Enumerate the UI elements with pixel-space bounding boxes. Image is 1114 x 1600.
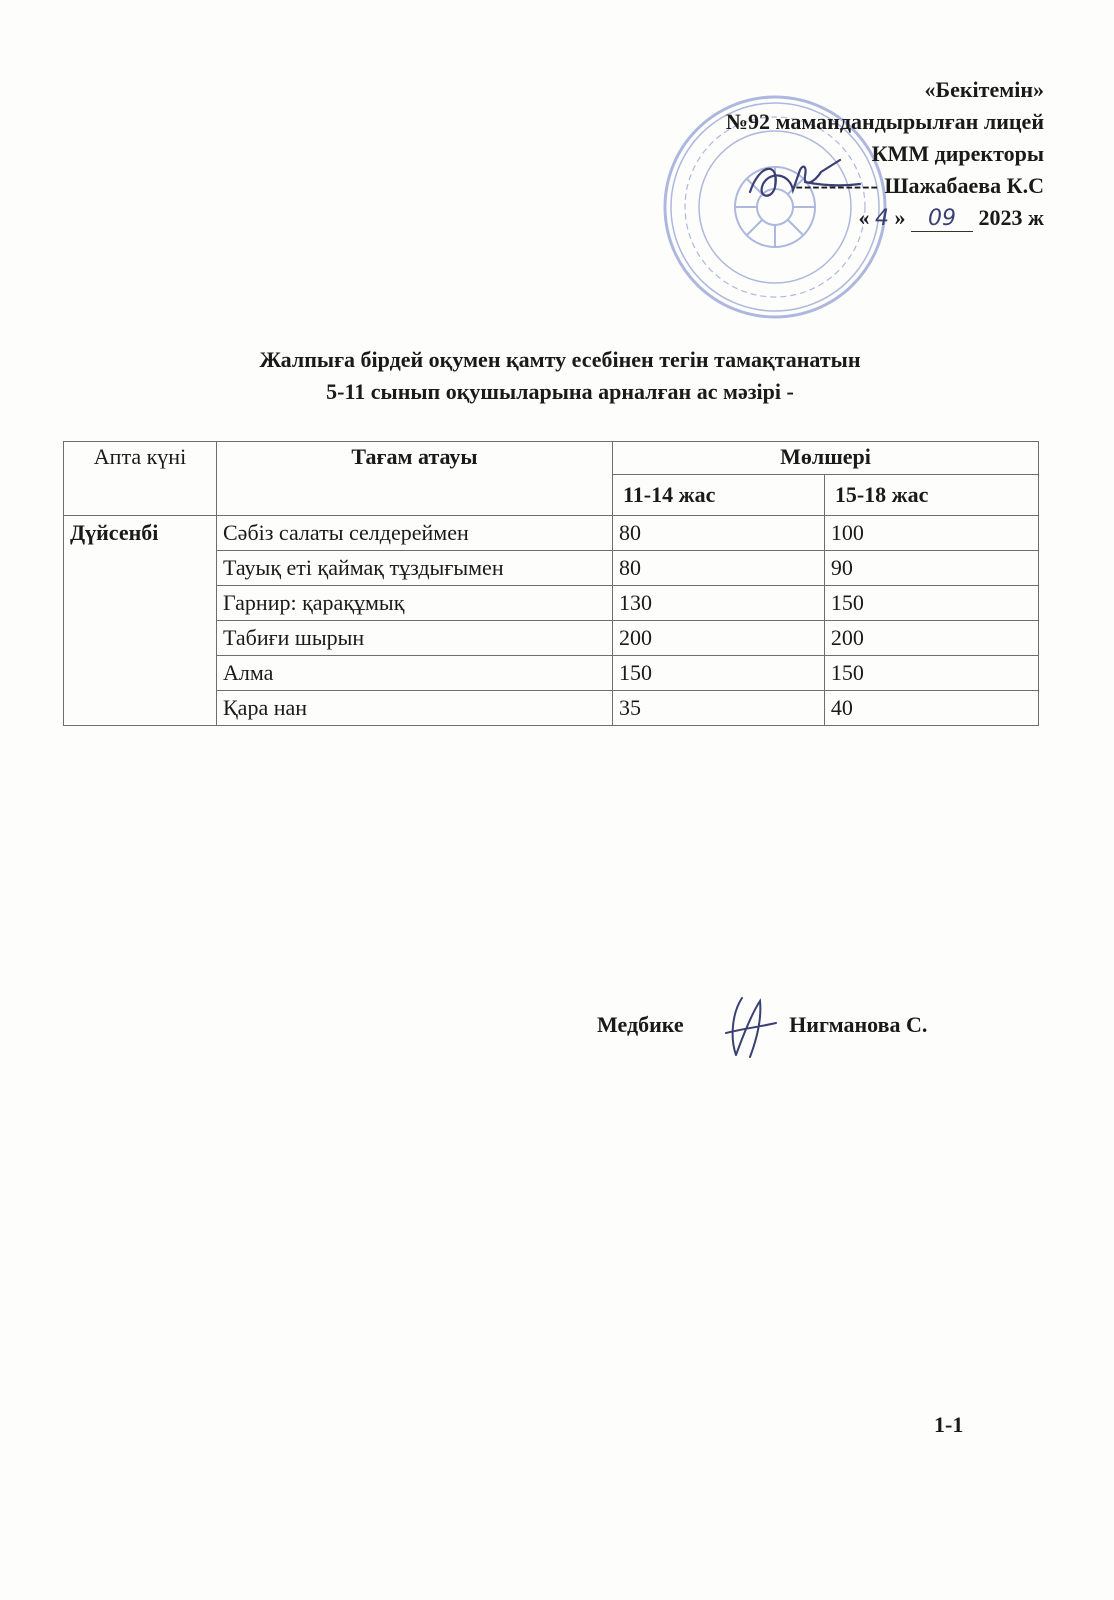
header-dish: Тағам атауы xyxy=(217,442,613,516)
amount-15-18-cell: 90 xyxy=(824,551,1038,586)
date-month: 09 xyxy=(911,207,973,232)
date-year: 2023 ж xyxy=(978,205,1044,230)
amount-11-14-cell: 80 xyxy=(613,551,825,586)
day-cell: Дүйсенбі xyxy=(64,516,217,726)
title-line-2: 5-11 сынып оқушыларына арналған ас мәзірі - xyxy=(326,379,794,404)
approval-date: « 4 » 09 2023 ж xyxy=(858,205,1044,231)
dish-cell: Сәбіз салаты селдереймен xyxy=(217,516,613,551)
amount-11-14-cell: 35 xyxy=(613,691,825,726)
title-line-1: Жалпыға бірдей оқумен қамту есебінен тегін тамақтанатын xyxy=(259,347,861,372)
page-number: 1-1 xyxy=(934,1412,964,1437)
amount-15-18-cell: 40 xyxy=(824,691,1038,726)
amount-11-14-cell: 130 xyxy=(613,586,825,621)
amount-15-18-cell: 150 xyxy=(824,586,1038,621)
director-name: Шажабаева К.С xyxy=(884,173,1044,198)
header-age-11-14: 11-14 жас xyxy=(613,475,825,516)
approval-position: КММ директоры xyxy=(871,141,1044,166)
table-row xyxy=(64,516,1039,551)
nurse-name: Нигманова С. xyxy=(789,1012,928,1037)
dish-cell: Гарнир: қарақұмық xyxy=(217,586,613,621)
amount-11-14-cell: 200 xyxy=(613,621,825,656)
dish-cell: Қара нан xyxy=(217,691,613,726)
amount-15-18-cell: 100 xyxy=(824,516,1038,551)
amount-11-14-cell: 80 xyxy=(613,516,825,551)
date-day: 4 xyxy=(875,206,890,231)
approval-institution: №92 мамандандырылған лицей xyxy=(725,109,1044,134)
approval-heading: «Бекітемін» xyxy=(924,77,1044,102)
menu-table xyxy=(63,441,1039,726)
header-row xyxy=(64,442,1039,475)
amount-15-18-cell: 150 xyxy=(824,656,1038,691)
amount-11-14-cell: 150 xyxy=(613,656,825,691)
nurse-signature xyxy=(722,993,782,1063)
amount-15-18-cell: 200 xyxy=(824,621,1038,656)
header-age-15-18: 15-18 жас xyxy=(824,475,1038,516)
header-day: Апта күні xyxy=(64,442,217,516)
signature-dash: ---------- xyxy=(795,173,879,198)
dish-cell: Табиғи шырын xyxy=(217,621,613,656)
nurse-role: Медбике xyxy=(597,1012,684,1037)
header-amount: Мөлшері xyxy=(613,442,1039,475)
approval-block xyxy=(726,74,1044,235)
document-title xyxy=(120,344,1000,408)
dish-cell: Тауық еті қаймақ тұздығымен xyxy=(217,551,613,586)
dish-cell: Алма xyxy=(217,656,613,691)
approval-director-line xyxy=(726,170,1044,202)
